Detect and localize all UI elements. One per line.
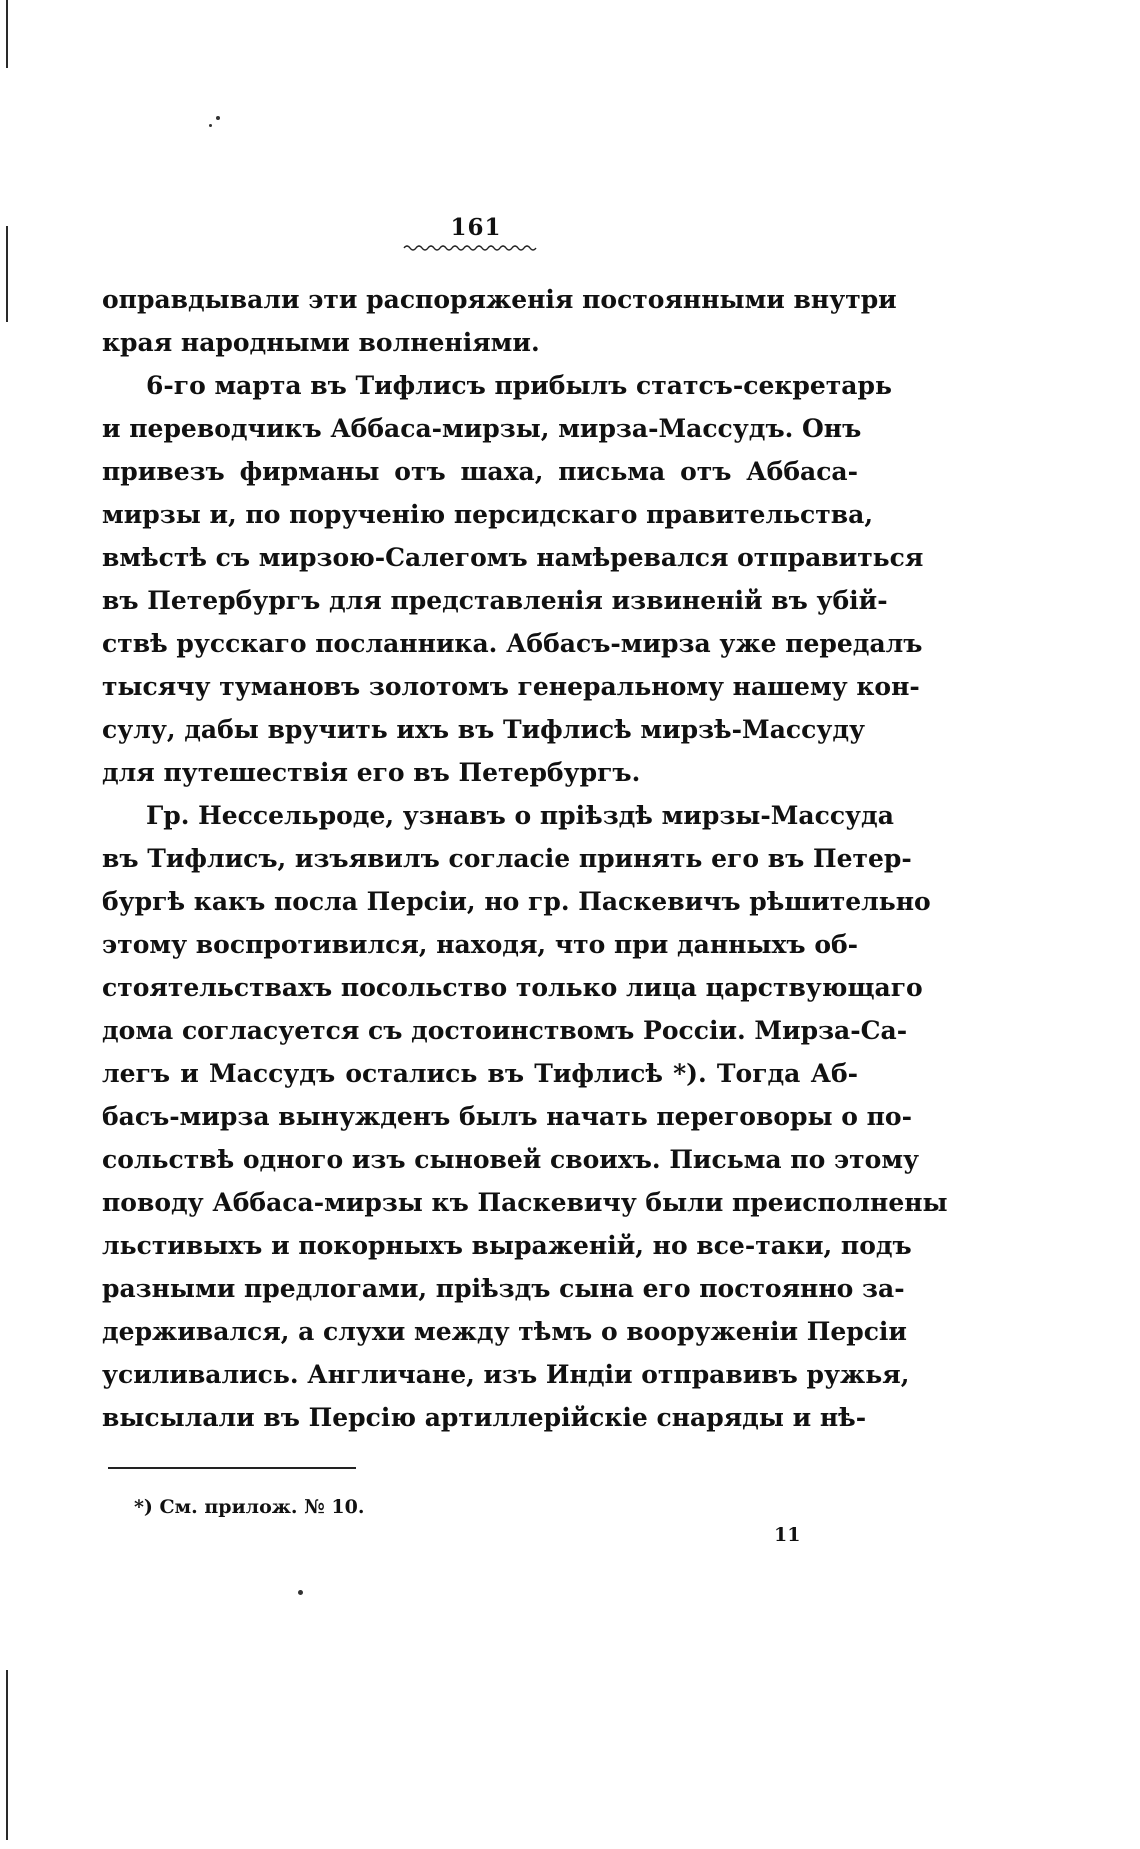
- text-line: разными предлогами, пріѣздъ сына его постоянно за-: [102, 1274, 905, 1303]
- scan-speck: [209, 124, 212, 127]
- scan-speck: [216, 116, 220, 120]
- body-text: [102, 278, 948, 1439]
- text-line: въ Тифлисъ, изъявилъ согласіе принять его въ Петер-: [102, 844, 912, 873]
- scan-edge-bottom: [6, 1670, 8, 1840]
- page-number: 161: [450, 214, 502, 241]
- text-line: въ Петербургъ для представленія извиненій въ убій-: [102, 586, 888, 615]
- text-line: мирзы и, по порученію персидскаго правительства,: [102, 500, 874, 529]
- text-line: дома согласуется съ достоинствомъ Россіи. Мирза-Са-: [102, 1016, 908, 1045]
- text-line: для путешествія его въ Петербургъ.: [102, 758, 641, 787]
- text-line: 6-го марта въ Тифлисъ прибылъ статсъ-секретарь: [146, 371, 892, 400]
- text-line: басъ-мирза вынужденъ былъ начать переговоры о по-: [102, 1102, 912, 1131]
- text-line: оправдывали эти распоряженія постоянными внутри: [102, 285, 897, 314]
- text-line: высылали въ Персію артиллерійскіе снаряды и нѣ-: [102, 1403, 867, 1432]
- text-line: легъ и Массудъ остались въ Тифлисѣ *). Тогда Аб-: [102, 1059, 858, 1088]
- page-number-ornament: [404, 244, 536, 252]
- text-line: ствѣ русскаго посланника. Аббасъ-мирза уже передалъ: [102, 629, 923, 658]
- signature-mark: 11: [774, 1524, 801, 1546]
- scan-speck: [298, 1590, 303, 1595]
- text-line: стоятельствахъ посольство только лица царствующаго: [102, 973, 923, 1002]
- text-line: поводу Аббаса-мирзы къ Паскевичу были преисполнены: [102, 1188, 948, 1217]
- text-line: держивался, а слухи между тѣмъ о вооруженіи Персіи: [102, 1317, 907, 1346]
- scan-edge-top: [6, 0, 8, 68]
- footnote: *) См. прилож. № 10.: [134, 1496, 365, 1518]
- footnote-divider: [108, 1467, 356, 1469]
- text-line: сулу, дабы вручить ихъ въ Тифлисѣ мирзѣ-Массуду: [102, 715, 866, 744]
- text-line: льстивыхъ и покорныхъ выраженій, но все-таки, подъ: [102, 1231, 912, 1260]
- text-line: края народными волненіями.: [102, 328, 540, 357]
- text-line: привезъ фирманы отъ шаха, письма отъ Аббаса-: [102, 457, 858, 486]
- text-line: тысячу тумановъ золотомъ генеральному нашему кон-: [102, 672, 920, 701]
- text-line: этому воспротивился, находя, что при данныхъ об-: [102, 930, 859, 959]
- text-line: вмѣстѣ съ мирзою-Салегомъ намѣревался отправиться: [102, 543, 924, 572]
- text-line: и переводчикъ Аббаса-мирзы, мирза-Массудъ. Онъ: [102, 414, 862, 443]
- scan-edge-middle: [6, 226, 8, 322]
- text-line: сольствѣ одного изъ сыновей своихъ. Письма по этому: [102, 1145, 920, 1174]
- text-line: Гр. Нессельроде, узнавъ о пріѣздѣ мирзы-Массуда: [146, 801, 894, 830]
- text-line: бургѣ какъ посла Персіи, но гр. Паскевичъ рѣшительно: [102, 887, 931, 916]
- text-line: усиливались. Англичане, изъ Индіи отправивъ ружья,: [102, 1360, 910, 1389]
